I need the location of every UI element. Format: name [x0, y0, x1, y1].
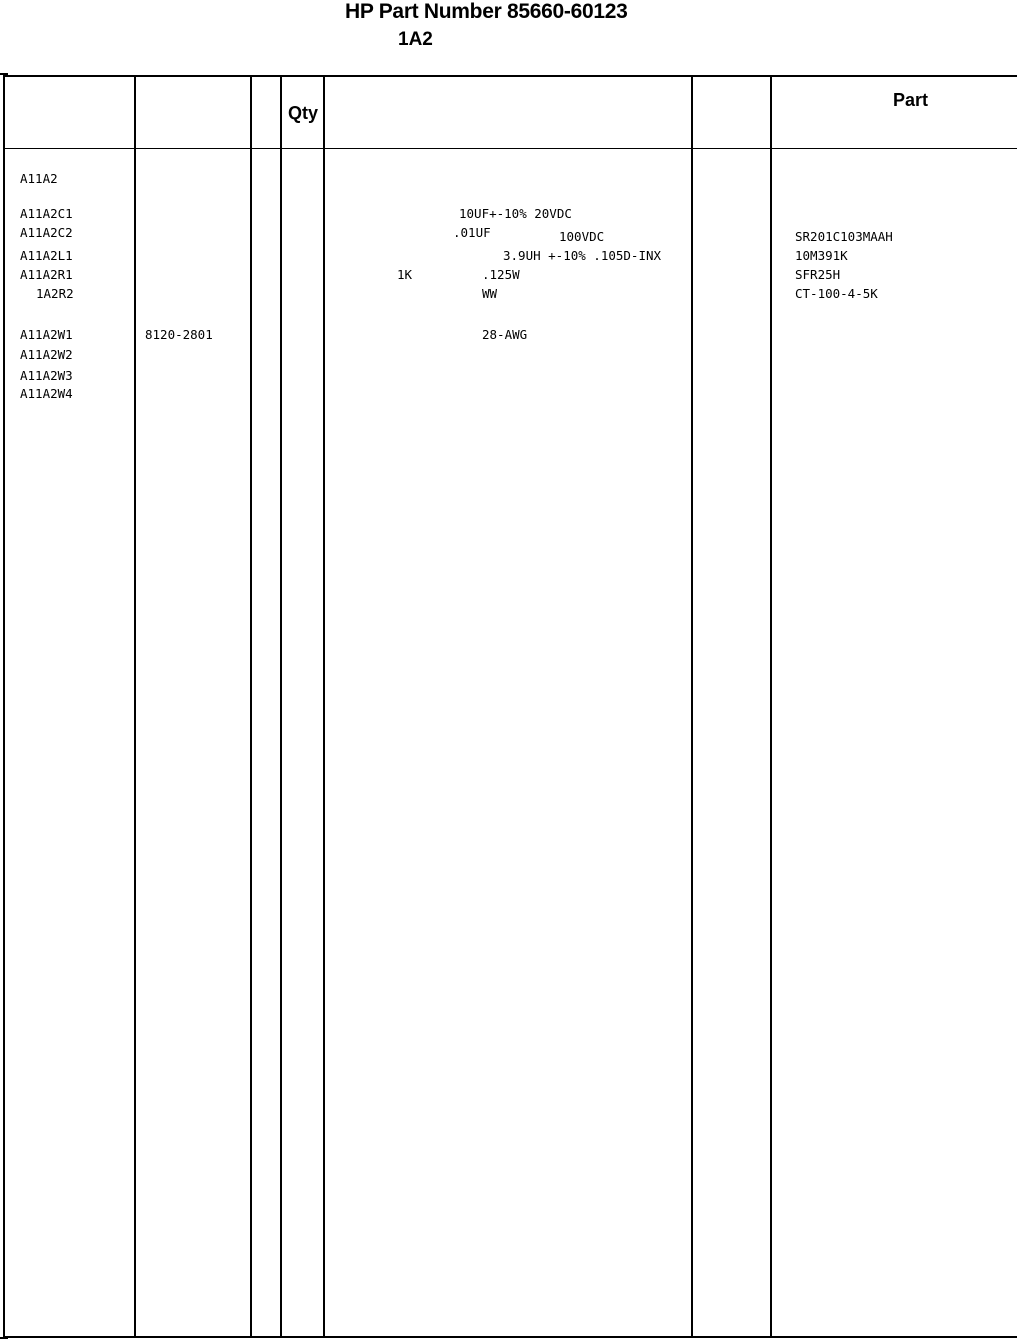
ref-designator: A11A2R1	[20, 267, 73, 282]
hp-part-number: 8120-2801	[145, 327, 213, 342]
ref-designator: A11A2C1	[20, 206, 73, 221]
ref-designator: A11A2C2	[20, 225, 73, 240]
column-divider	[280, 75, 282, 1338]
column-header-qty: Qty	[288, 103, 319, 123]
part-description: 100VDC	[559, 229, 605, 244]
ref-designator: A11A2W3	[20, 368, 73, 383]
column-divider	[770, 75, 772, 1338]
part-description: 1K	[397, 267, 413, 282]
page-title: HP Part Number 85660-60123	[345, 0, 628, 23]
column-divider	[323, 75, 325, 1338]
ref-designator: A11A2W4	[20, 386, 73, 401]
ref-designator: A11A2	[20, 171, 58, 186]
part-description: .01UF	[453, 225, 491, 240]
ref-designator: 1A2R2	[36, 286, 74, 301]
page-subtitle: 1A2	[398, 29, 433, 50]
part-description: 28-AWG	[482, 327, 528, 342]
ref-designator: A11A2L1	[20, 248, 73, 263]
mfr-part-number: CT-100-4-5K	[795, 286, 878, 301]
part-description: .125W	[482, 267, 520, 282]
parts-table	[3, 75, 1017, 1338]
ref-designator: A11A2W1	[20, 327, 73, 342]
mfr-part-number: 10M391K	[795, 248, 848, 263]
part-description: WW	[482, 286, 498, 301]
column-divider	[250, 75, 252, 1338]
part-description: 10UF+-10% 20VDC	[459, 206, 572, 221]
mfr-part-number: SR201C103MAAH	[795, 229, 893, 244]
column-header-part: Part	[893, 90, 929, 110]
column-divider	[691, 75, 693, 1338]
header-divider	[3, 148, 1017, 149]
column-divider	[134, 75, 136, 1338]
part-description: 3.9UH +-10% .105D-INX	[503, 248, 662, 263]
ref-designator: A11A2W2	[20, 347, 73, 362]
mfr-part-number: SFR25H	[795, 267, 841, 282]
